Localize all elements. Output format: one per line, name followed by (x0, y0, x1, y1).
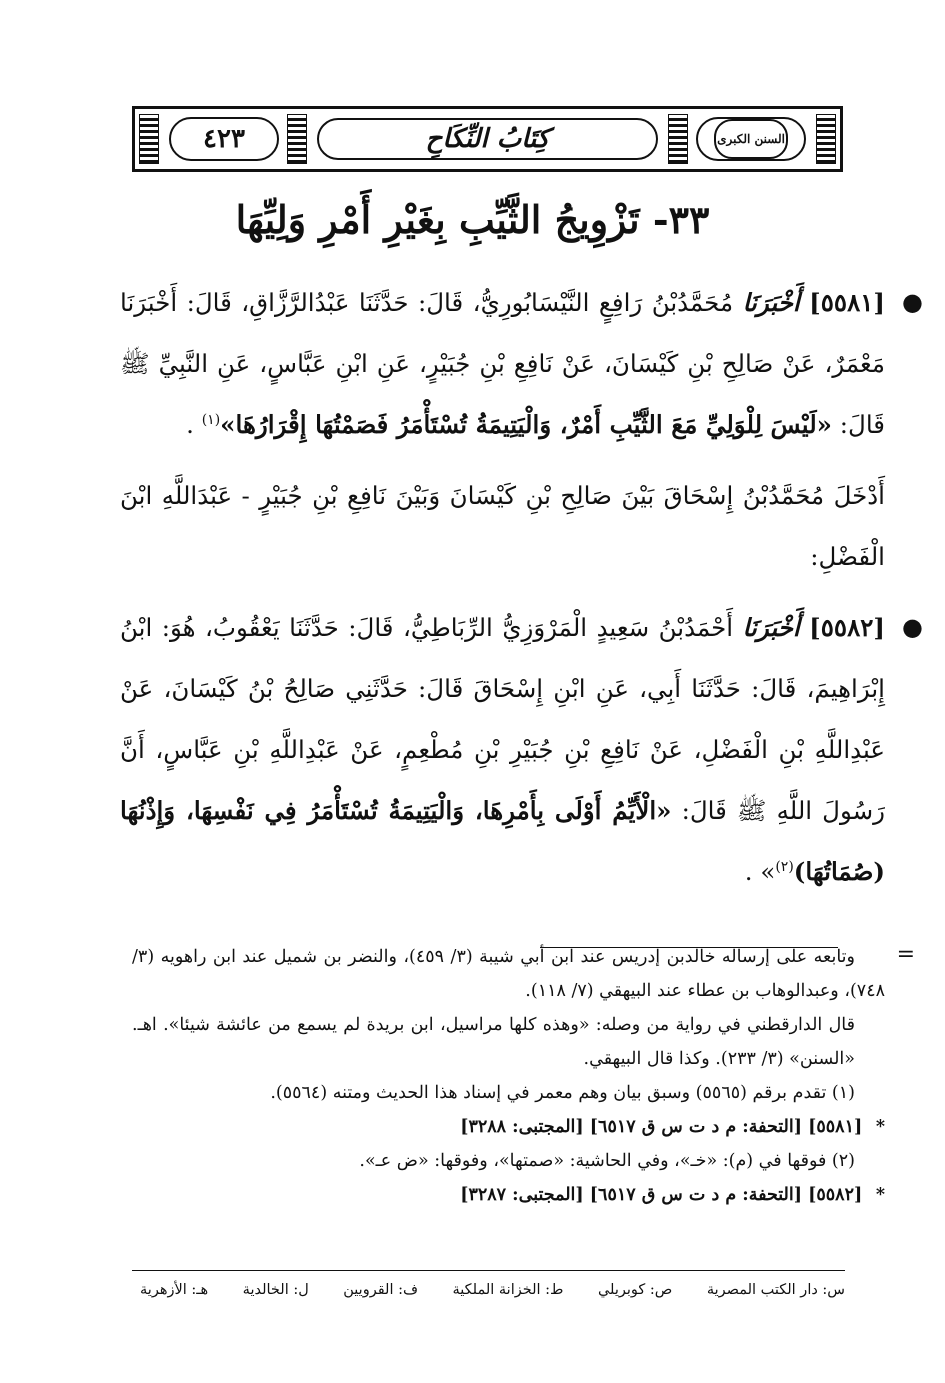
tuhfa-5581 (132, 1110, 885, 1144)
footnotes (132, 940, 915, 1212)
footnote-1: (١) تقدم برقم (٥٥٦٥) وسبق بيان وهم معمر في إسناد هذا الحديث ومتنه (٥٥٦٤). (270, 1083, 855, 1103)
tuhfa-reference: [٥٥٨٢] [التحفة: م د ت س ق ٦٥١٧] [المجتبى: ٣٢٨٧] (460, 1185, 863, 1205)
chapter-title: ٣٣- تَزْوِيجُ الثَّيِّبِ بِغَيْرِ أَمْرِ وَلِيِّهَا (235, 197, 710, 242)
hadith-number: [٥٥٨١] (809, 288, 885, 317)
tuhfa-reference: [٥٥٨١] [التحفة: م د ت س ق ٦٥١٧] [المجتبى: ٣٢٨٨] (460, 1117, 863, 1137)
legend-divider (132, 1270, 845, 1271)
hadith-5581 (120, 272, 923, 455)
legend-item: ص: كوبريلي (597, 1282, 673, 1298)
hadith-end: . (186, 410, 194, 439)
hadith-end: » . (744, 857, 776, 886)
legend-item: هـ: الأزهرية (140, 1282, 209, 1298)
bullet-icon: ● (902, 613, 923, 641)
footnote-ref[interactable]: (١) (201, 411, 221, 428)
legend-item: ل: الخالدية (242, 1282, 309, 1298)
header-ornament-band (668, 114, 688, 164)
star-icon: * (875, 1185, 885, 1205)
footnote-ref[interactable]: (٢) (775, 858, 794, 875)
interlude-note (120, 465, 885, 587)
hadith-matn: «لَيْسَ لِلْوَلِيِّ مَعَ الثَّيِّبِ أَمْرٌ، وَالْيَتِيمَةُ تُسْتَأْمَرُ فَصَمْتُهَا إِقْرَارُهَا» (220, 410, 832, 439)
hadith-matn: «الْأَيِّمُ أَوْلَى بِأَمْرِهَا، وَالْيَتِيمَةُ تُسْتَأْمَرُ فِي نَفْسِهَا، وَإِذْنُهَا (صُمَاتُهَا) (120, 796, 885, 886)
footnote-continuation-text: وتابعه على إرساله خالدبن إدريس عند ابن أبي شيبة (٣/ ٤٥٩)، والنضر بن شميل عند ابن راهويه (٣/ ٧٤٨)، وعبدالوهاب بن عطاء عند البيهقي (٧/ ١١٨). (132, 947, 885, 1001)
hadith-number: [٥٥٨٢] (809, 613, 885, 642)
main-text (120, 272, 923, 902)
legend-item: س: دار الكتب المصرية (706, 1282, 845, 1298)
page-number-cartouche (169, 117, 279, 161)
book-title: كِتَابُ النِّكَاحِ (425, 124, 550, 154)
legend-item: ف: القرويين (343, 1282, 419, 1298)
book-logo-cartouche (696, 117, 806, 161)
header-ornament-band (287, 114, 307, 164)
book-title-cartouche (317, 118, 658, 160)
header-ornament-band (139, 114, 159, 164)
book-logo: السنن الكبرى (714, 119, 788, 159)
star-icon: * (875, 1117, 885, 1137)
continuation-mark: = (896, 942, 915, 967)
akhbarana-word: أَخْبَرَنَا (742, 613, 800, 642)
legend-item: ط: الخزانة الملكية (452, 1282, 564, 1298)
footnote-continuation (132, 940, 915, 1008)
footnote-daraqutni: قال الدارقطني في رواية من وصله: «وهذه كلها مراسيل، ابن بريدة لم يسمع من عائشة شيئا». اهـ. «السنن» (٣/ ٢٣٣). وكذا قال البيهقي. (132, 1015, 855, 1069)
hadith-5582 (120, 597, 923, 902)
page-number: ٤٢٣ (203, 124, 245, 154)
manuscript-legend (140, 1278, 845, 1302)
bullet-icon: ● (902, 288, 923, 316)
hadith-isnad: أَحْمَدُبْنُ سَعِيدٍ الْمَرْوَزِيُّ الرِّبَاطِيُّ، قَالَ: حَدَّثَنَا يَعْقُوبُ، هُوَ: ابْنُ إِبْرَاهِيمَ، قَالَ: حَدَّثَنَا أَبِي، عَنِ ابْنِ إِسْحَاقَ قَالَ: حَدَّثَنِي صَالِحُ بْنُ كَيْسَانَ، عَنْ عَبْدِاللَّهِ بْنِ الْفَضْلِ، عَنْ نَافِعِ بْنِ جُبَيْرِ بْنِ مُطْعِمٍ، عَنْ عَبْدِاللَّهِ بْنِ عَبَّاسٍ، أَنَّ رَسُولَ اللَّهِ ﷺ قَالَ: (120, 613, 885, 825)
header-ornament-band (816, 114, 836, 164)
footnote-2: (٢) فوقها في (م): «خـ»، وفي الحاشية: «صمتها»، وفوقها: «ض عـ». (359, 1151, 855, 1171)
hadith-isnad: مُحَمَّدُبْنُ رَافِعٍ النَّيْسَابُورِيُّ، قَالَ: حَدَّثَنَا عَبْدُالرَّزَّاقِ، قَالَ: أَخْبَرَنَا مَعْمَرٌ، عَنْ صَالِحِ بْنِ كَيْسَانَ، عَنْ نَافِعِ بْنِ جُبَيْرٍ، عَنِ ابْنِ عَبَّاسٍ، عَنِ النَّبِيِّ ﷺ قَالَ: (120, 288, 885, 439)
tuhfa-5582 (132, 1178, 885, 1212)
interlude-text: أَدْخَلَ مُحَمَّدُبْنُ إِسْحَاقَ بَيْنَ صَالِحِ بْنِ كَيْسَانَ وَبَيْنَ نَافِعِ بْنِ جُبَيْرٍ - عَبْدَاللَّهِ ابْنَ الْفَضْلِ: (120, 481, 885, 571)
page-header (132, 106, 843, 172)
akhbarana-word: أَخْبَرَنَا (742, 288, 800, 317)
